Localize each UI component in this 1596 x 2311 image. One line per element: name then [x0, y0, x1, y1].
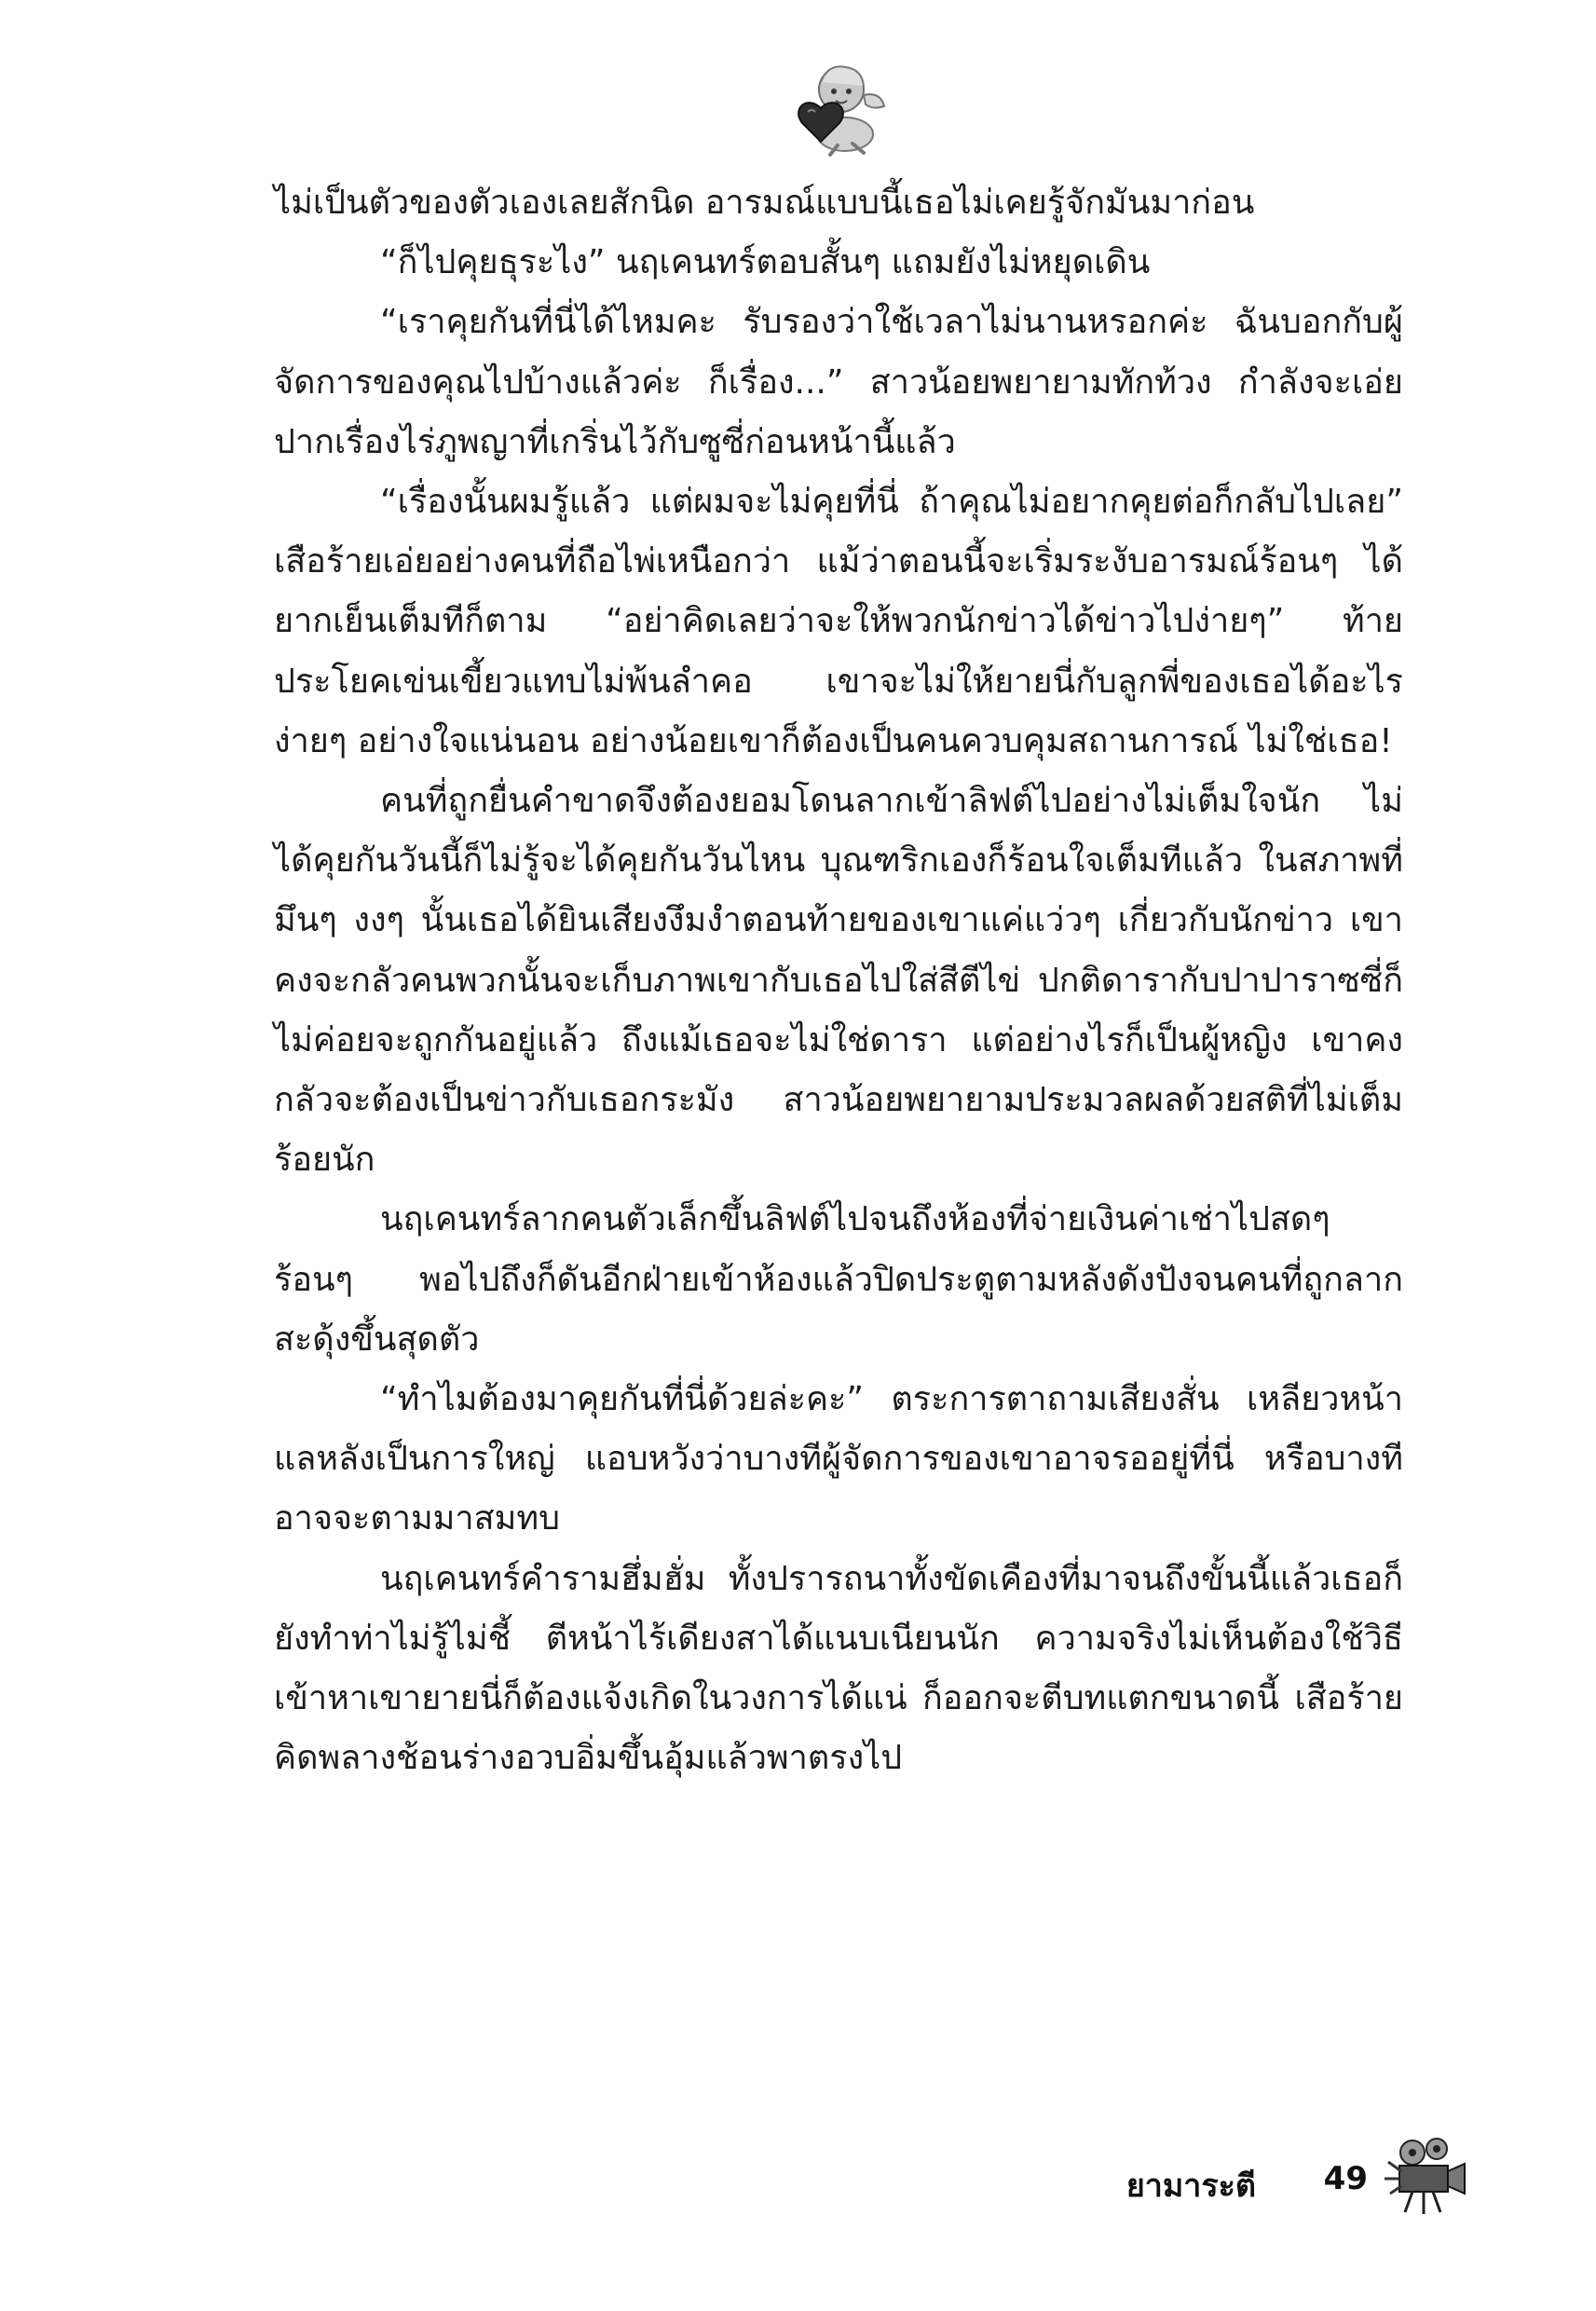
body-text: [274, 173, 1403, 1788]
page-number: 49: [1323, 2160, 1368, 2197]
film-camera-icon: [1379, 2134, 1472, 2218]
paragraph: “ทำไมต้องมาคุยกันที่นี่ด้วยล่ะคะ” ตระการตาถามเสียงสั่น เหลียวหน้าแลหลังเป็นการใหญ่ แอบหวังว่าบางทีผู้จัดการของเขาอาจรออยู่ที่นี่ หรือบางทีอาจจะตามมาสมทบ: [274, 1380, 1403, 1538]
paragraph: “เรื่องนั้นผมรู้แล้ว แต่ผมจะไม่คุยที่นี่ ถ้าคุณไม่อยากคุยต่อก็กลับไปเลย” เสือร้ายเอ่ยอย่างคนที่ถือไพ่เหนือกว่า แม้ว่าตอนนี้จะเริ่มระงับอารมณ์ร้อนๆ ได้ยากเย็นเต็มทีก็ตาม “อย่าคิดเลยว่าจะให้พวกนักข่าวได้ข่าวไปง่ายๆ” ท้ายประโยคเข่นเขี้ยวแทบไม่พ้นลำคอ เขาจะไม่ให้ยายนี่กับลูกพี่ของเธอได้อะไรง่ายๆ อย่างใจแน่นอน อย่างน้อยเขาก็ต้องเป็นคนควบคุมสถานการณ์ ไม่ใช่เธอ!: [274, 483, 1403, 760]
paragraph: “เราคุยกันที่นี่ได้ไหมคะ รับรองว่าใช้เวลาไม่นานหรอกค่ะ ฉันบอกกับผู้จัดการของคุณไปบ้างแล้วค่ะ ก็เรื่อง...” สาวน้อยพยายามทักท้วง กำลังจะเอ่ยปากเรื่องไร่ภูพญาที่เกริ่นไว้กับซูซี่ก่อนหน้านี้แล้ว: [274, 303, 1403, 461]
paragraph: คนที่ถูกยื่นคำขาดจึงต้องยอมโดนลากเข้าลิฟต์ไปอย่างไม่เต็มใจนัก ไม่ได้คุยกันวันนี้ก็ไม่รู้จะได้คุยกันวันไหน บุณฑริกเองก็ร้อนใจเต็มทีแล้ว ในสภาพที่มึนๆ งงๆ นั้นเธอได้ยินเสียงงึมงำตอนท้ายของเขาแค่แว่วๆ เกี่ยวกับนักข่าว เขาคงจะกลัวคนพวกนั้นจะเก็บภาพเขากับเธอไปใส่สีตีไข่ ปกติดารากับปาปาราซซี่ก็ไม่ค่อยจะถูกกันอยู่แล้ว ถึงแม้เธอจะไม่ใช่ดารา แต่อย่างไรก็เป็นผู้หญิง เขาคงกลัวจะต้องเป็นข่าวกับเธอกระมัง สาวน้อยพยายามประมวลผลด้วยสติที่ไม่เต็มร้อยนัก: [274, 782, 1403, 1180]
paragraph: “ก็ไปคุยธุระไง” นฤเคนทร์ตอบสั้นๆ แถมยังไม่หยุดเดิน: [380, 243, 1151, 282]
paragraph: นฤเคนทร์ลากคนตัวเล็กขึ้นลิฟต์ไปจนถึงห้องที่จ่ายเงินค่าเช่าไปสดๆ ร้อนๆ พอไปถึงก็ดันอีกฝ่ายเข้าห้องแล้วปิดประตูตามหลังดังปังจนคนที่ถูกลากสะดุ้งขึ้นสุดตัว: [274, 1200, 1403, 1359]
book-title: ยามาระตี: [1125, 2167, 1256, 2205]
cupid-with-heart-icon: [787, 54, 890, 157]
page-footer: [1118, 2134, 1472, 2218]
paragraph: นฤเคนทร์คำรามฮึ่มฮั่ม ทั้งปรารถนาทั้งขัดเคืองที่มาจนถึงขั้นนี้แล้วเธอก็ยังทำท่าไม่รู้ไม่ชี้ ตีหน้าไร้เดียงสาได้แนบเนียนนัก ความจริงไม่เห็นต้องใช้วิธีเข้าหาเขายายนี่ก็ต้องแจ้งเกิดในวงการได้แน่ ก็ออกจะตีบทแตกขนาดนี้ เสือร้ายคิดพลางช้อนร่างอวบอิ่มขึ้นอุ้มแล้วพาตรงไป: [274, 1559, 1403, 1778]
paragraph: ไม่เป็นตัวของตัวเองเลยสักนิด อารมณ์แบบนี้เธอไม่เคยรู้จักมันมาก่อน: [274, 184, 1255, 222]
